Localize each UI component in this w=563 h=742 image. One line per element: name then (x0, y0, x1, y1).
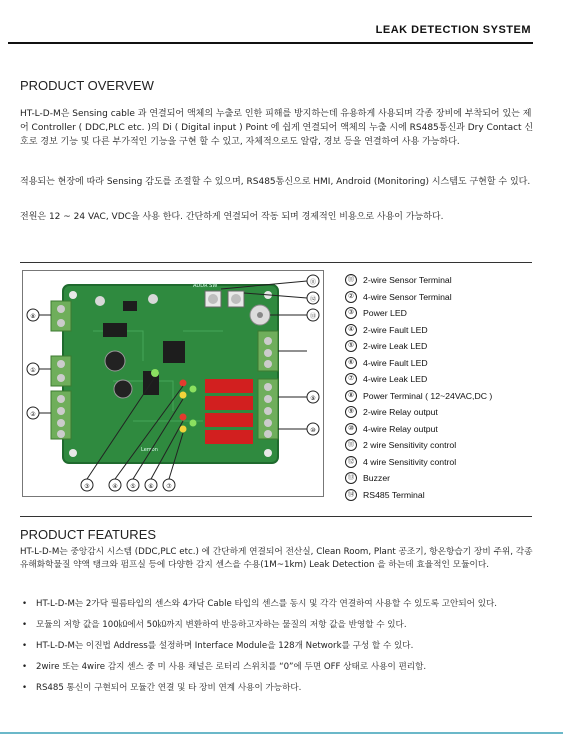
power-terminal (51, 301, 71, 331)
callout-right: ⑬ (309, 313, 317, 320)
list-item: • 모듈의 저항 값을 100㏀에서 50㏀까지 변환하여 반응하고자하는 물질의 저항 값을 반영할 수 있다. (22, 620, 407, 630)
footer-rule (0, 732, 563, 734)
features-list (20, 598, 540, 703)
list-item: • HT-L-D-M는 이진법 Address를 설정하며 Interface Module을 128개 Network를 구성 할 수 있다. (22, 641, 414, 651)
sensor-terminal-2wire (51, 356, 71, 386)
list-item: • HT-L-D-M는 2가닥 필름타입의 센스와 4가닥 Cable 타입의 센스를 동시 및 각각 연결하여 사용할 수 있도록 고안되어 있다. (22, 599, 498, 609)
mount-hole (69, 449, 77, 457)
callout-right: ⑨ (310, 395, 316, 402)
header-rule (8, 42, 533, 44)
relay-terminal (258, 379, 278, 439)
legend-item: ⑫ 4 wire Sensitivity control (345, 454, 545, 471)
capacitor (95, 296, 105, 306)
callout-right: ⑩ (310, 427, 316, 434)
section-divider-bottom (20, 516, 532, 517)
ic-chip (103, 323, 127, 337)
legend-item: ⑪ 2-wire Sensor Terminal (345, 272, 545, 289)
legend-item: ④ 2-wire Fault LED (345, 322, 545, 339)
legend-item: ⑩ 4-wire Relay output (345, 421, 545, 438)
features-intro: HT-L-D-M는 중앙감시 시스템 (DDC,PLC etc.) 에 간단하게 연결되어 전산실, Clean Room, Plant 공조기, 항온항습기 장비 주위, 각종 유해화학물질 약액 탱크와 펌프실 등에 다양한 감지 센스을 수용(1M~1km) Leak Detection 을 하는데 효율적인 모듈이다. (20, 547, 533, 570)
power-led (151, 369, 159, 377)
legend-item: ③ Power LED (345, 305, 545, 322)
relay (205, 430, 253, 444)
mcu-chip (163, 341, 185, 363)
led-4wire-fault (180, 414, 187, 421)
legend-item: ⑥ 4-wire Fault LED (345, 355, 545, 372)
mount-hole (264, 449, 272, 457)
relay (205, 413, 253, 427)
sensor-terminal-4wire (51, 391, 71, 439)
callout-bottom: ⑦ (166, 483, 172, 490)
callout-bottom: ⑤ (130, 483, 136, 490)
relay (205, 379, 253, 393)
overview-paragraph-1: HT-L-D-M은 Sensing cable 과 연결되어 액체의 누출로 인한 피해를 방지하는데 유용하게 사용되며 각종 장비에 부착되어 있는 제어 Controller ( DDC,PLC etc. )의 Di ( Digital input ) Point 에 쉽게 연결되어 액체의 누출 시에 RS485통신과 Dry Contact 신호로 경보 기능 및 다른 부가적인 기능을 구현 할 수 있고, 자체적으로도 알람, 경보 등을 연결하여 사용 가능하다. (20, 109, 534, 147)
legend-item: ② 4-wire Sensor Terminal (345, 289, 545, 306)
capacitor (105, 351, 125, 371)
list-item: • RS485 통신이 구현되어 모듈간 연결 및 타 장비 연계 사용이 가능하다. (22, 683, 302, 693)
callout-left: ① (30, 367, 36, 374)
led-4wire-leak (180, 426, 187, 433)
rs485-terminal (258, 331, 278, 371)
callout-right: ⑫ (309, 296, 317, 303)
relay (205, 396, 253, 410)
callout-left: ⑧ (30, 313, 36, 320)
board-illustration (23, 271, 323, 496)
legend-item: ⑧ Power Terminal ( 12~24VAC,DC ) (345, 388, 545, 405)
overview-title: PRODUCT OVERVEW (20, 78, 154, 93)
silk-bottom-label: Lemon (141, 447, 158, 453)
legend-item: ⑪ 2 wire Sensitivity control (345, 437, 545, 454)
led-indicator (190, 386, 197, 393)
mount-hole (69, 291, 77, 299)
overview-paragraph-2: 적용되는 현장에 따라 Sensing 감도를 조절할 수 있으며, RS485통신으로 HMI, Android (Monitoring) 시스템도 구현할 수 있다. (20, 177, 531, 187)
led-2wire-fault (180, 380, 187, 387)
board-figure-frame (22, 270, 324, 497)
legend-item: ⑬ Buzzer (345, 470, 545, 487)
legend-item: ⑦ 4-wire Leak LED (345, 371, 545, 388)
legend-item: ⑤ 2-wire Leak LED (345, 338, 545, 355)
component-legend (345, 272, 545, 503)
callout-right: ⑪ (309, 279, 317, 286)
legend-item: ⑨ 2-wire Relay output (345, 404, 545, 421)
callout-bottom: ⑥ (148, 483, 154, 490)
led-indicator (190, 420, 197, 427)
silk-addr-label: ADDR SW (193, 283, 218, 289)
legend-item: ⑭ RS485 Terminal (345, 487, 545, 504)
overview-paragraph-3: 전원은 12 ~ 24 VAC, VDC을 사용 한다. 간단하게 연결되어 작동 되며 경제적인 비용으로 사용이 가능하다. (20, 212, 444, 222)
section-divider-top (20, 262, 532, 263)
callout-bottom: ③ (84, 483, 90, 490)
ic-chip (123, 301, 137, 311)
features-title: PRODUCT FEATURES (20, 527, 157, 542)
callout-left: ② (30, 411, 36, 418)
callout-bottom: ④ (112, 483, 118, 490)
capacitor (148, 294, 158, 304)
led-2wire-leak (180, 392, 187, 399)
capacitor (114, 380, 132, 398)
list-item: • 2wire 또는 4wire 감지 센스 중 미 사용 채널은 로터리 스위치를 “0”에 두면 OFF 상태로 사용이 편리함. (22, 662, 427, 672)
document-header-title: LEAK DETECTION SYSTEM (375, 24, 531, 36)
